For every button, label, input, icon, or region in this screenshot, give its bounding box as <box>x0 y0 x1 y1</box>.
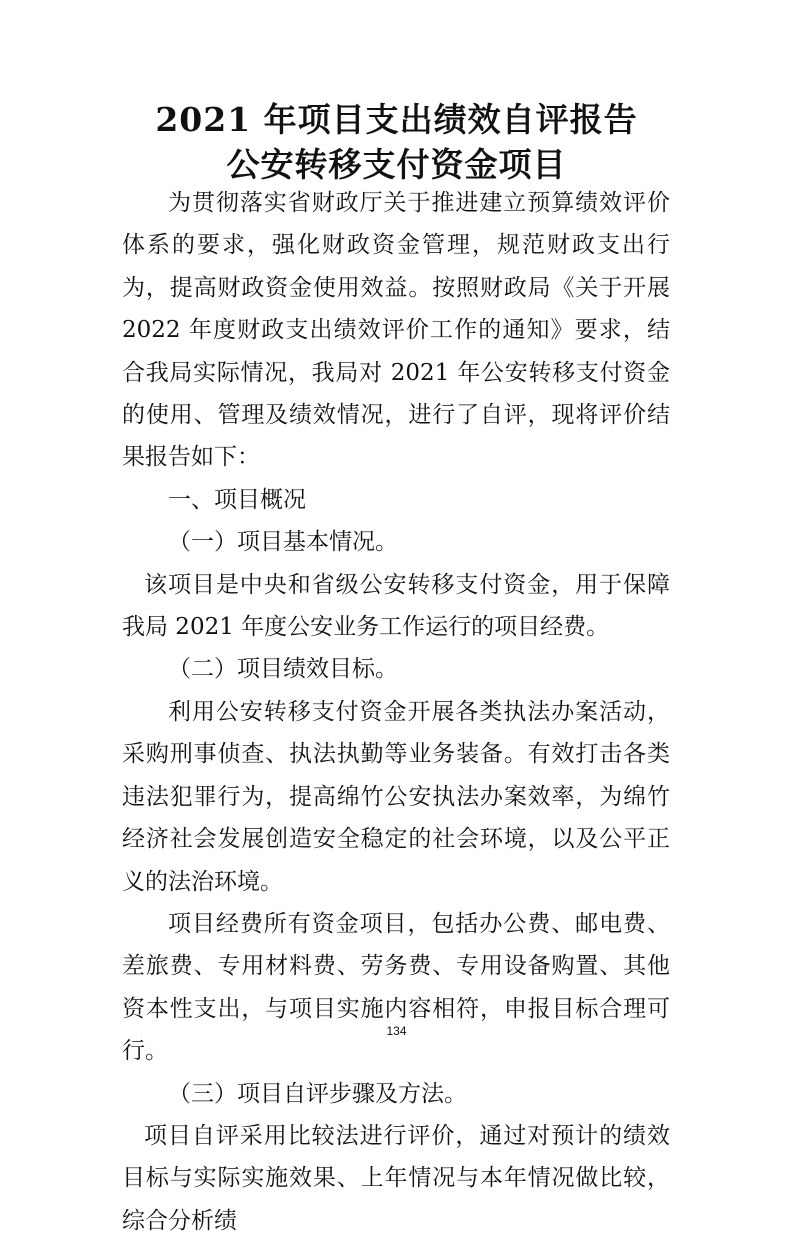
subsection-heading-goals: （二）项目绩效目标。 <box>168 656 398 683</box>
page-number: 134 <box>386 1024 407 1038</box>
report-subtitle: 公安转移支付资金项目 <box>226 145 567 184</box>
intro-paragraph: 为贯彻落实省财政厅关于推进建立预算绩效评价体系的要求，强化财政资金管理，规范财政支出行为，提高财政资金使用效益。按照财政局《关于开展 2022 年度财政支出绩效评价工作的通知》要求，结合我局实际情况，我局对 2021 年公安转移支付资金的使用、管理及绩效情况，进行了自评，现将评价结果报告如下： <box>122 190 670 471</box>
subsection-heading-basic-info: （一）项目基本情况。 <box>168 529 398 556</box>
method-paragraph: 项目自评采用比较法进行评价，通过对预计的绩效目标与实际实施效果、上年情况与本年情况做比较，综合分析绩 <box>122 1122 670 1234</box>
basic-info-paragraph: 该项目是中央和省级公安转移支付资金，用于保障我局 2021 年度公安业务工作运行的项目经费。 <box>122 571 670 641</box>
goals-paragraph: 利用公安转移支付资金开展各类执法办案活动，采购刑事侦查、执法执勤等业务装备。有效打击各类违法犯罪行为，提高绵竹公安执法办案效率，为绵竹经济社会发展创造安全稳定的社会环境，以及公平正义的法治环境。 <box>122 698 670 895</box>
report-body <box>122 182 670 1242</box>
funds-paragraph: 项目经费所有资金项目，包括办公费、邮电费、差旅费、专用材料费、劳务费、专用设备购置、其他资本性支出，与项目实施内容相符，申报目标合理可行。 <box>122 910 670 1065</box>
report-title: 2021 年项目支出绩效自评报告 <box>155 100 638 139</box>
section-heading-overview: 一、项目概况 <box>168 486 306 513</box>
subsection-heading-method: （三）项目自评步骤及方法。 <box>168 1080 467 1107</box>
